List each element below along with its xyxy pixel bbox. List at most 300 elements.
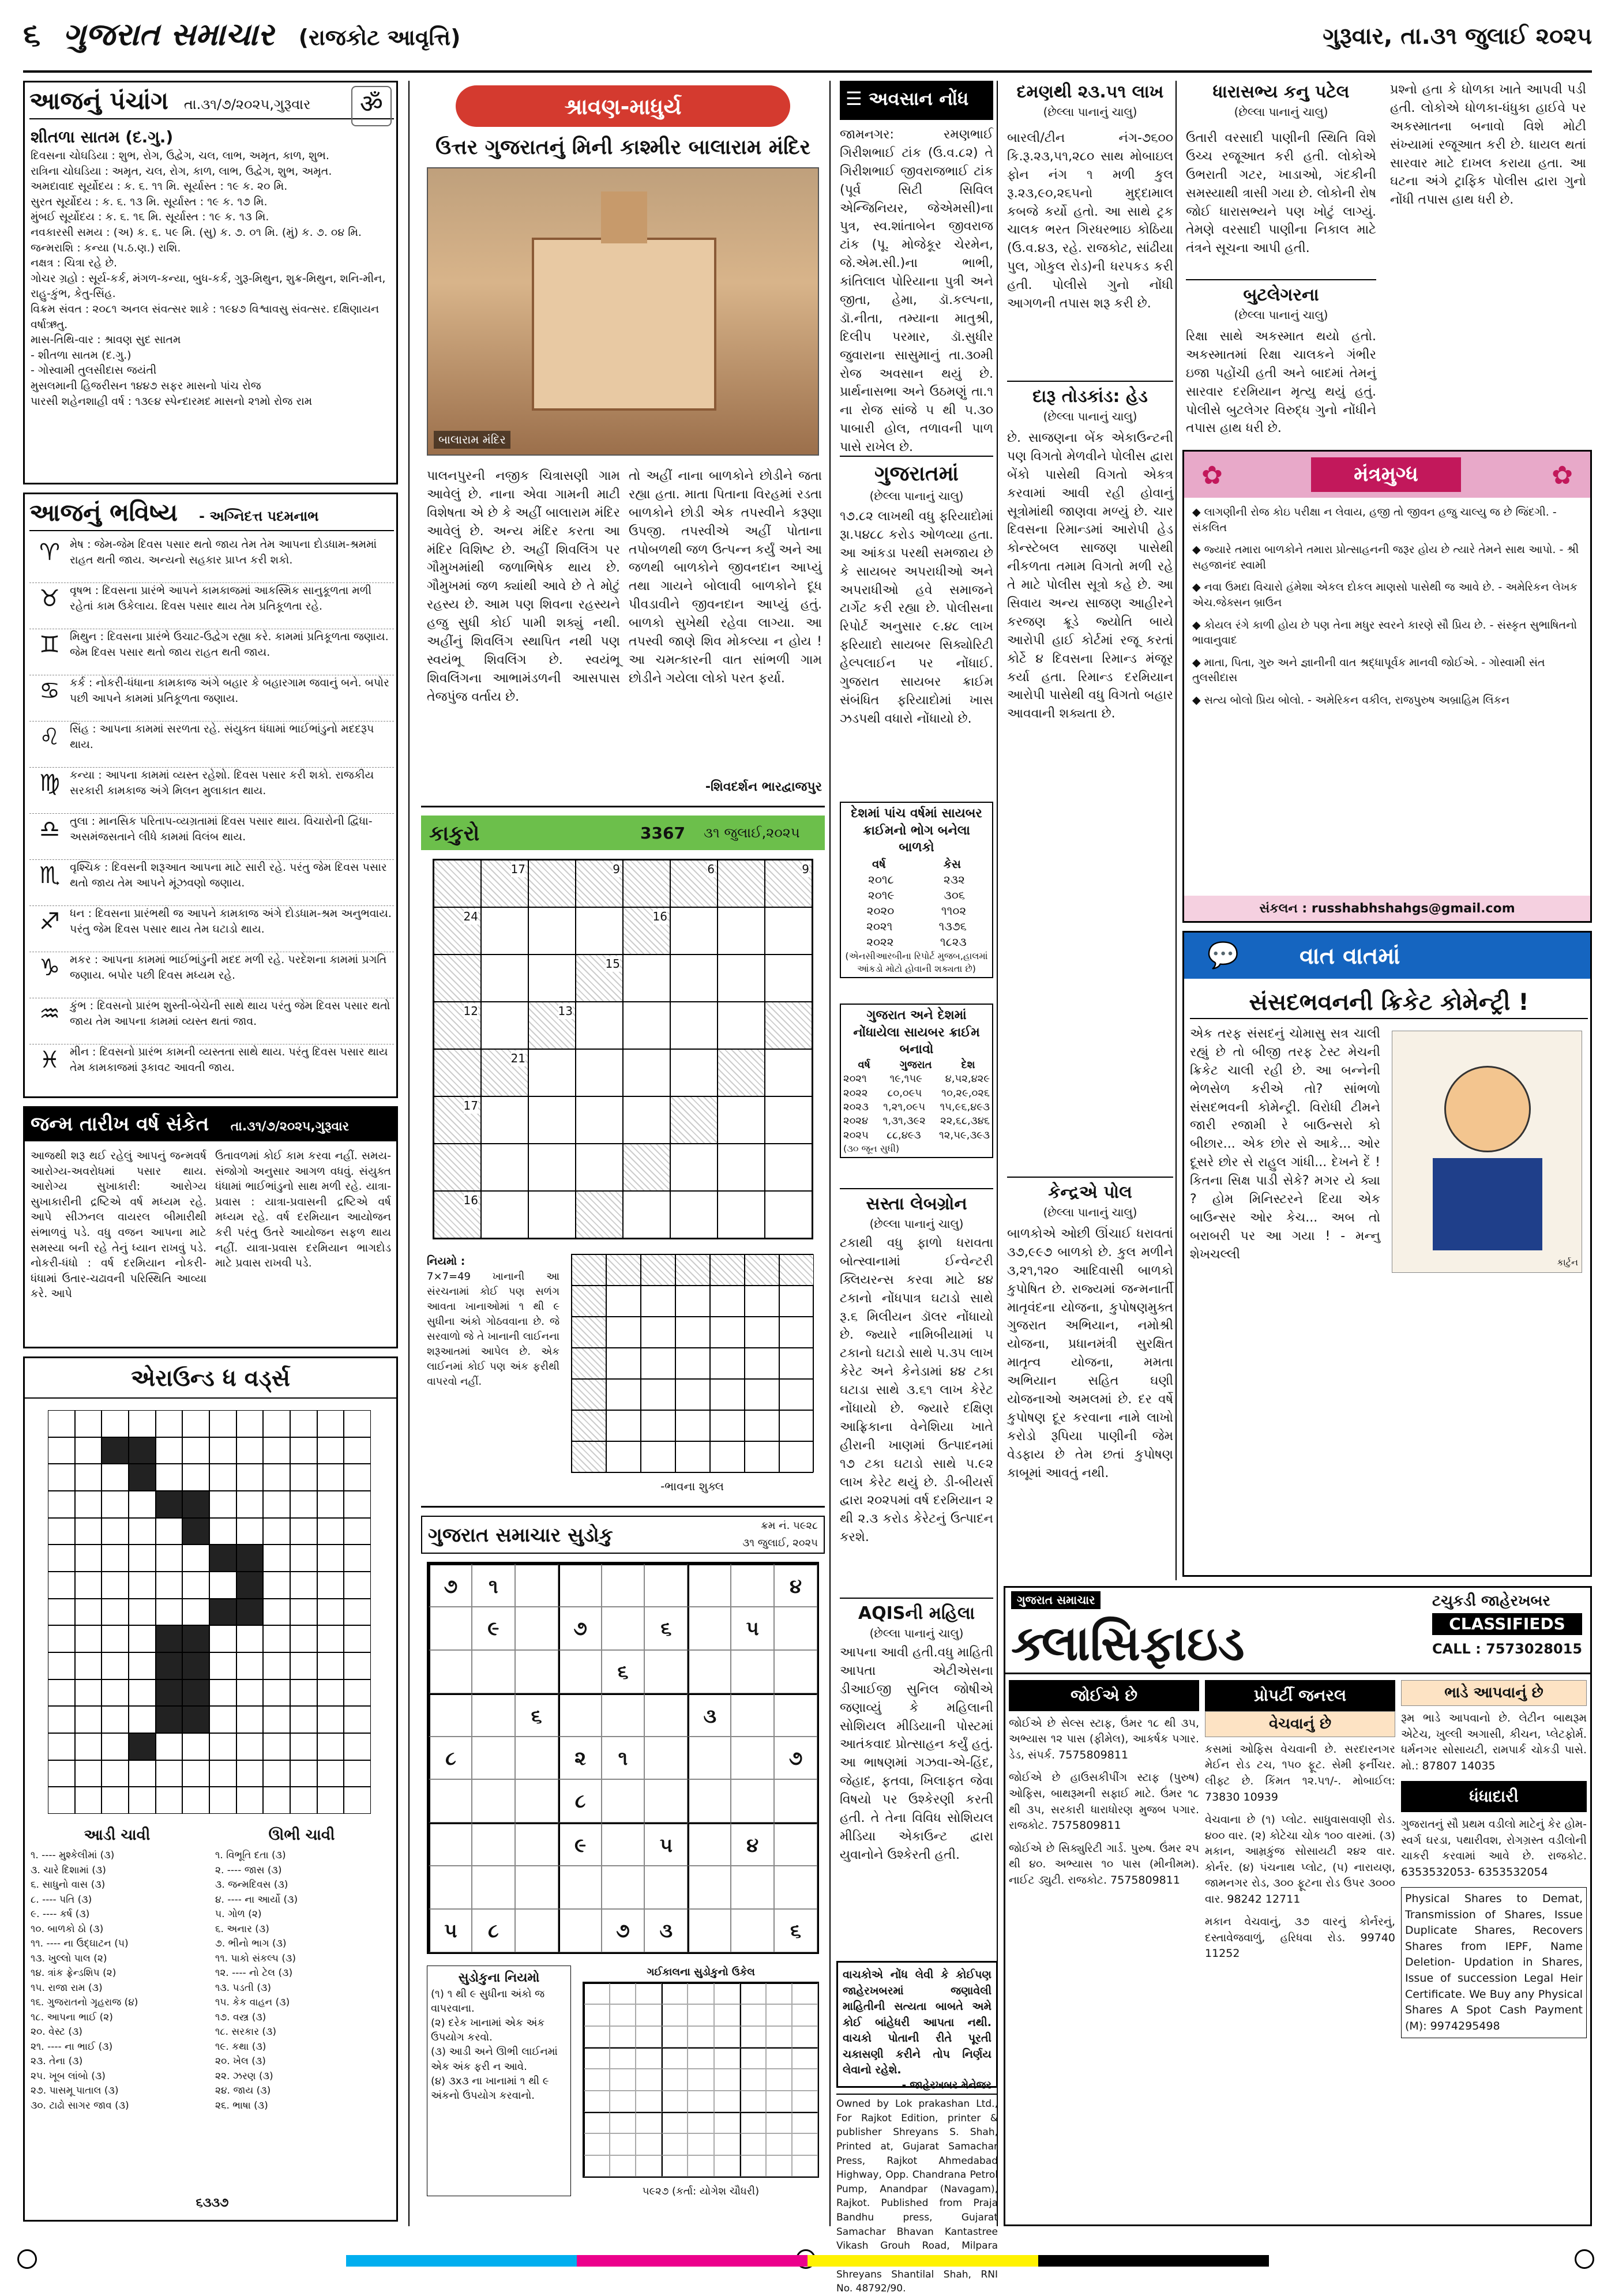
wordsearch-cell[interactable]: [102, 1625, 129, 1652]
sudoku-cell[interactable]: [644, 1650, 688, 1693]
wordsearch-cell[interactable]: [75, 1518, 102, 1545]
wordsearch-cell[interactable]: [209, 1518, 236, 1545]
wordsearch-cell[interactable]: [344, 1625, 371, 1652]
sudoku-cell[interactable]: [515, 1650, 558, 1693]
wordsearch-cell[interactable]: [102, 1464, 129, 1491]
wordsearch-cell[interactable]: [182, 1545, 209, 1572]
wordsearch-cell[interactable]: [290, 1410, 317, 1437]
sudoku-cell[interactable]: [688, 1779, 731, 1822]
wordsearch-cell[interactable]: [156, 1572, 183, 1599]
wordsearch-cell[interactable]: [182, 1599, 209, 1626]
kakuro-cell[interactable]: [670, 1049, 718, 1096]
kakuro-title: કાકુરો: [429, 822, 480, 846]
sudoku-cell[interactable]: [515, 1866, 558, 1909]
wordsearch-cell[interactable]: [102, 1652, 129, 1679]
wordsearch-cell[interactable]: [129, 1625, 156, 1652]
wordsearch-cell[interactable]: [156, 1545, 183, 1572]
wordsearch-cell[interactable]: [290, 1518, 317, 1545]
sudoku-cell[interactable]: [688, 1866, 731, 1909]
wordsearch-cell: [209, 1599, 236, 1626]
sudoku-cell[interactable]: [774, 1779, 817, 1822]
wordsearch-cell[interactable]: [344, 1545, 371, 1572]
wordsearch-cell[interactable]: [236, 1760, 264, 1787]
wordsearch-cell[interactable]: [102, 1545, 129, 1572]
wordsearch-cell[interactable]: [75, 1733, 102, 1760]
kakuro-cell[interactable]: [623, 955, 670, 1002]
rashi-text: ધન : દિવસના પ્રારંભથી જ આપને કામકાજ અંગે દોડધામ-શ્રમ અનુભવાય. પરંતુ જેમ દિવસ પસાર થાય તેમ ઘટાડો થાય.: [70, 907, 392, 935]
wordsearch-cell[interactable]: [344, 1410, 371, 1437]
kakuro-cell[interactable]: [576, 1144, 623, 1191]
kakuro-cell[interactable]: [528, 955, 576, 1002]
wordsearch-cell[interactable]: [129, 1679, 156, 1707]
wordsearch-cell[interactable]: [290, 1464, 317, 1491]
wordsearch-cell[interactable]: [129, 1518, 156, 1545]
wordsearch-grid[interactable]: [48, 1410, 371, 1814]
wordsearch-cell[interactable]: [209, 1572, 236, 1599]
sudoku-cell[interactable]: [602, 1693, 645, 1737]
kakuro-cell[interactable]: [765, 1049, 812, 1096]
wordsearch-cell[interactable]: [344, 1760, 371, 1787]
wordsearch-cell[interactable]: [75, 1787, 102, 1814]
kakuro-cell[interactable]: [623, 1002, 670, 1049]
kakuro-cell[interactable]: [528, 1144, 576, 1191]
wordsearch-cell[interactable]: [290, 1706, 317, 1733]
sudoku-cell[interactable]: [688, 1607, 731, 1650]
wordsearch-cell[interactable]: [344, 1787, 371, 1814]
mantra-quote: ◆ સત્ય બોલો પ્રિય બોલો. - અમેરિકન વકીલ, રાજપુરુષ અબ્રાહિમ લિંકન: [1192, 693, 1510, 707]
prev-solution-cell: [662, 2047, 688, 2069]
prev-solution-cell: [766, 2091, 792, 2112]
wordsearch-cell[interactable]: [236, 1652, 264, 1679]
kakuro-cell[interactable]: [718, 1002, 765, 1049]
wordsearch-cell[interactable]: [102, 1518, 129, 1545]
wordsearch-cell[interactable]: [102, 1733, 129, 1760]
wordsearch-cell[interactable]: [102, 1760, 129, 1787]
sudoku-cell[interactable]: [731, 1693, 774, 1737]
wordsearch-cell[interactable]: [156, 1760, 183, 1787]
wordsearch-cell[interactable]: [236, 1518, 264, 1545]
wordsearch-cell[interactable]: [209, 1625, 236, 1652]
kakuro-example-cell: [745, 1317, 779, 1348]
sudoku-cell[interactable]: [602, 1607, 645, 1650]
sudoku-cell[interactable]: [731, 1909, 774, 1952]
kakuro-cell[interactable]: [528, 1096, 576, 1144]
wordsearch-cell[interactable]: [102, 1572, 129, 1599]
wordsearch-cell[interactable]: [236, 1706, 264, 1733]
wordsearch-cell[interactable]: [236, 1464, 264, 1491]
sudoku-cell[interactable]: [515, 1737, 558, 1780]
wordsearch-cell[interactable]: [48, 1572, 75, 1599]
prev-solution-cell: [740, 2047, 766, 2069]
wordsearch-cell[interactable]: [129, 1572, 156, 1599]
wordsearch-cell[interactable]: [263, 1491, 290, 1518]
prev-solution-cell: [662, 2112, 688, 2133]
prev-solution-cell: [740, 2155, 766, 2177]
kakuro-cell[interactable]: [765, 1096, 812, 1144]
wordsearch-cell[interactable]: [75, 1437, 102, 1464]
kakuro-cell[interactable]: [718, 1191, 765, 1238]
wordsearch-cell[interactable]: [102, 1491, 129, 1518]
kakuro-cell[interactable]: [765, 907, 812, 955]
sudoku-cell[interactable]: [515, 1909, 558, 1952]
wordsearch-cell[interactable]: [48, 1733, 75, 1760]
sudoku-cell[interactable]: [558, 1866, 602, 1909]
wordsearch-cell[interactable]: [48, 1625, 75, 1652]
wordsearch-cell[interactable]: [102, 1679, 129, 1707]
kakuro-cell[interactable]: [481, 1191, 528, 1238]
wordsearch-cell[interactable]: [156, 1733, 183, 1760]
sudoku-cell: ૯: [472, 1607, 515, 1650]
wordsearch-cell[interactable]: [344, 1733, 371, 1760]
wordsearch-cell[interactable]: [344, 1572, 371, 1599]
wordsearch-cell[interactable]: [75, 1679, 102, 1707]
sudoku-cell[interactable]: [774, 1607, 817, 1650]
wordsearch-cell[interactable]: [317, 1464, 344, 1491]
wordsearch-cell[interactable]: [48, 1787, 75, 1814]
sudoku-cell[interactable]: [731, 1564, 774, 1607]
wordsearch-cell[interactable]: [344, 1491, 371, 1518]
kakuro-example-cell: [606, 1410, 641, 1441]
wordsearch-cell[interactable]: [209, 1464, 236, 1491]
wordsearch-cell[interactable]: [317, 1599, 344, 1626]
wordsearch-cell[interactable]: [129, 1706, 156, 1733]
wordsearch-cell[interactable]: [317, 1518, 344, 1545]
wordsearch-cell[interactable]: [317, 1491, 344, 1518]
wordsearch-cell[interactable]: [156, 1437, 183, 1464]
sudoku-cell[interactable]: [602, 1779, 645, 1822]
sudoku-cell[interactable]: [688, 1737, 731, 1780]
notice-sign: - જાહેરખબર મેનેજર: [902, 2079, 991, 2091]
wordsearch-cell[interactable]: [48, 1706, 75, 1733]
wordsearch-cell[interactable]: [263, 1599, 290, 1626]
wordsearch-cell[interactable]: [290, 1652, 317, 1679]
wordsearch-cell[interactable]: [209, 1760, 236, 1787]
kakuro-cell[interactable]: [623, 1191, 670, 1238]
wordsearch-cell[interactable]: [236, 1410, 264, 1437]
wordsearch-cell[interactable]: [129, 1787, 156, 1814]
sudoku-cell[interactable]: [472, 1693, 515, 1737]
wordsearch-cell[interactable]: [209, 1733, 236, 1760]
masthead-date: ગુરૂવાર, તા.૩૧ જુલાઈ ૨૦૨૫: [1323, 23, 1592, 50]
sudoku-cell[interactable]: [472, 1650, 515, 1693]
wordsearch-cell[interactable]: [236, 1437, 264, 1464]
wordsearch-cell[interactable]: [48, 1679, 75, 1707]
sudoku-grid[interactable]: [427, 1562, 819, 1954]
sudoku-cell[interactable]: [688, 1564, 731, 1607]
kakuro-cell[interactable]: [765, 1191, 812, 1238]
sudoku-cell[interactable]: [602, 1866, 645, 1909]
wordsearch-cell[interactable]: [129, 1491, 156, 1518]
sudoku-cell[interactable]: [774, 1650, 817, 1693]
wordsearch-cell[interactable]: [236, 1491, 264, 1518]
sudoku-cell[interactable]: [472, 1866, 515, 1909]
kakuro-cell[interactable]: [670, 1144, 718, 1191]
sudoku-cell[interactable]: [688, 1650, 731, 1693]
kakuro-clue-cell: [434, 1049, 481, 1096]
sudoku-rule: (૪) ૩x૩ ના ખાનામાં ૧ થી ૯ અંકનો ઉપયોગ કરવાનો.: [431, 2075, 549, 2102]
wordsearch-cell[interactable]: [317, 1410, 344, 1437]
kakuro-cell[interactable]: [765, 955, 812, 1002]
wordsearch-cell[interactable]: [236, 1679, 264, 1707]
wordsearch-cell[interactable]: [75, 1706, 102, 1733]
kakuro-cell[interactable]: [670, 1191, 718, 1238]
wordsearch-cell[interactable]: [48, 1652, 75, 1679]
wordsearch-cell[interactable]: [156, 1410, 183, 1437]
sudoku-cell[interactable]: [558, 1650, 602, 1693]
sudoku-cell[interactable]: [429, 1822, 472, 1866]
sudoku-cell[interactable]: [558, 1693, 602, 1737]
wordsearch-cell[interactable]: [102, 1706, 129, 1733]
sudoku-cell[interactable]: [731, 1650, 774, 1693]
wordsearch-cell[interactable]: [182, 1787, 209, 1814]
sudoku-cell[interactable]: [774, 1866, 817, 1909]
wordsearch-cell[interactable]: [48, 1491, 75, 1518]
classifieds-call[interactable]: CALL : 7573028015: [1432, 1641, 1583, 1657]
wordsearch-cell[interactable]: [156, 1787, 183, 1814]
wordsearch-cell[interactable]: [344, 1518, 371, 1545]
wordsearch-cell[interactable]: [129, 1599, 156, 1626]
wordsearch-cell[interactable]: [263, 1733, 290, 1760]
wordsearch-cell[interactable]: [48, 1518, 75, 1545]
wordsearch-cell[interactable]: [263, 1572, 290, 1599]
sudoku-cell[interactable]: [429, 1607, 472, 1650]
wordsearch-cell[interactable]: [290, 1545, 317, 1572]
wordsearch-cell[interactable]: [75, 1464, 102, 1491]
wordsearch-cell[interactable]: [156, 1599, 183, 1626]
wordsearch-cell[interactable]: [236, 1733, 264, 1760]
wordsearch-cell[interactable]: [317, 1706, 344, 1733]
sudoku-cell[interactable]: [731, 1866, 774, 1909]
sudoku-cell[interactable]: [515, 1564, 558, 1607]
kakuro-cell[interactable]: [481, 907, 528, 955]
wordsearch-cell[interactable]: [263, 1464, 290, 1491]
wordsearch-cell[interactable]: [236, 1625, 264, 1652]
sudoku-cell[interactable]: [774, 1822, 817, 1866]
wordsearch-cell[interactable]: [75, 1545, 102, 1572]
wordsearch-cell[interactable]: [344, 1464, 371, 1491]
kakuro-cell[interactable]: [528, 1191, 576, 1238]
kakuro-cell[interactable]: [576, 1002, 623, 1049]
wordsearch-cell[interactable]: [129, 1545, 156, 1572]
sudoku-cell[interactable]: [602, 1564, 645, 1607]
wordsearch-cell[interactable]: [317, 1625, 344, 1652]
wordsearch-cell[interactable]: [129, 1760, 156, 1787]
wordsearch-cell[interactable]: [182, 1437, 209, 1464]
wordsearch-cell[interactable]: [317, 1572, 344, 1599]
cartoon-face: [1444, 1066, 1531, 1152]
sudoku-cell[interactable]: [515, 1779, 558, 1822]
wordsearch-cell[interactable]: [209, 1491, 236, 1518]
wordsearch-cell[interactable]: [263, 1760, 290, 1787]
kakuro-cell[interactable]: [718, 1096, 765, 1144]
sudoku-cell: ૬: [602, 1650, 645, 1693]
wordsearch-cell[interactable]: [75, 1599, 102, 1626]
wordsearch-cell[interactable]: [75, 1410, 102, 1437]
wordsearch-cell[interactable]: [236, 1787, 264, 1814]
wordsearch-cell[interactable]: [290, 1437, 317, 1464]
bhavishya-box: [23, 493, 398, 1098]
wordsearch-cell[interactable]: [317, 1437, 344, 1464]
kakuro-grid[interactable]: [433, 859, 813, 1239]
wordsearch-cell[interactable]: [182, 1733, 209, 1760]
sudoku-cell[interactable]: [731, 1779, 774, 1822]
wordsearch-cell[interactable]: [290, 1679, 317, 1707]
kakuro-cell[interactable]: [528, 907, 576, 955]
wordsearch-cell[interactable]: [290, 1625, 317, 1652]
wordsearch-cell[interactable]: [209, 1652, 236, 1679]
kakuro-example-cell: [606, 1379, 641, 1410]
vat-box: [1182, 931, 1592, 1577]
wordsearch-cell[interactable]: [75, 1625, 102, 1652]
c1-ad: જોઈએ છે સેલ્સ સ્ટાફ, ઉંમર ૧૮ થી ૩૫, અભ્યાસ ૧૨ પાસ (ફીમેલ), આકર્ષક પગાર. ડેડ, સંપર્ક. 7575809811: [1009, 1716, 1199, 1761]
wordsearch-cell[interactable]: [102, 1410, 129, 1437]
panchang-lines: [31, 148, 393, 409]
wordsearch-cell[interactable]: [129, 1410, 156, 1437]
daman-title: દમણથી ૨૩.૫૧ લાખ: [1016, 82, 1164, 102]
wordsearch-cell[interactable]: [102, 1599, 129, 1626]
wordsearch-cell[interactable]: [344, 1652, 371, 1679]
kakuro-cell[interactable]: [481, 1144, 528, 1191]
wordsearch-cell[interactable]: [156, 1464, 183, 1491]
wordsearch-cell[interactable]: [209, 1679, 236, 1707]
wordsearch-cell[interactable]: [263, 1706, 290, 1733]
wordsearch-cell[interactable]: [290, 1491, 317, 1518]
kakuro-example-cell: [745, 1379, 779, 1410]
kakuro-example-cell: [641, 1348, 675, 1379]
wordsearch-cell[interactable]: [290, 1733, 317, 1760]
cases2-cell: ૨૦૨૫: [843, 1129, 869, 1141]
wordsearch-cell[interactable]: [75, 1491, 102, 1518]
wordsearch-cell[interactable]: [344, 1679, 371, 1707]
wordsearch-cell[interactable]: [48, 1760, 75, 1787]
wordsearch-cell[interactable]: [344, 1437, 371, 1464]
wordsearch-cell[interactable]: [317, 1652, 344, 1679]
wordsearch-cell[interactable]: [182, 1760, 209, 1787]
sudoku-cell[interactable]: [644, 1693, 688, 1737]
gujarat-title: ગુજરાતમાં: [874, 462, 959, 486]
sudoku-cell[interactable]: [429, 1779, 472, 1822]
kakuro-example-cell: [710, 1410, 745, 1441]
wordsearch-cell[interactable]: [317, 1733, 344, 1760]
cases2-row: [843, 1100, 990, 1114]
wordsearch-cell[interactable]: [48, 1545, 75, 1572]
wordsearch-cell[interactable]: [317, 1787, 344, 1814]
wordsearch-cell[interactable]: [102, 1787, 129, 1814]
wordsearch-cell[interactable]: [344, 1599, 371, 1626]
kakuro-cell[interactable]: [670, 955, 718, 1002]
wordsearch-cell[interactable]: [263, 1410, 290, 1437]
wordsearch-cell[interactable]: [263, 1679, 290, 1707]
kakuro-cell[interactable]: [718, 1144, 765, 1191]
sudoku-cell[interactable]: [472, 1779, 515, 1822]
sudoku-cell[interactable]: [515, 1822, 558, 1866]
wordsearch-cell[interactable]: [48, 1437, 75, 1464]
kakuro-cell[interactable]: [576, 1049, 623, 1096]
sudoku-cell[interactable]: [644, 1737, 688, 1780]
kakuro-cell[interactable]: [481, 955, 528, 1002]
kakuro-cell[interactable]: [576, 907, 623, 955]
sudoku-cell[interactable]: [558, 1564, 602, 1607]
wordsearch-cell[interactable]: [317, 1545, 344, 1572]
sudoku-cell: ૬: [515, 1693, 558, 1737]
wordsearch-cell[interactable]: [75, 1760, 102, 1787]
wordsearch-cell[interactable]: [263, 1518, 290, 1545]
sudoku-cell[interactable]: [644, 1866, 688, 1909]
wordsearch-cell[interactable]: [263, 1625, 290, 1652]
wordsearch-cell[interactable]: [317, 1760, 344, 1787]
sudoku-cell[interactable]: [429, 1693, 472, 1737]
kakuro-cell[interactable]: [670, 1002, 718, 1049]
sudoku-cell[interactable]: [688, 1909, 731, 1952]
wordsearch-cell[interactable]: [290, 1599, 317, 1626]
wordsearch-cell[interactable]: [129, 1652, 156, 1679]
kakuro-cell[interactable]: [623, 1096, 670, 1144]
sudoku-cell[interactable]: [472, 1822, 515, 1866]
wordsearch-title: એરાઉન્ડ ધ વર્ડ્સ: [25, 1358, 396, 1399]
wordsearch-cell[interactable]: [290, 1572, 317, 1599]
sudoku-cell[interactable]: [644, 1779, 688, 1822]
kakuro-cell[interactable]: [765, 1144, 812, 1191]
wordsearch-cell[interactable]: [317, 1679, 344, 1707]
sudoku-cell[interactable]: [644, 1564, 688, 1607]
sudoku-cell[interactable]: [429, 1650, 472, 1693]
kakuro-cell[interactable]: [623, 1049, 670, 1096]
wordsearch-cell[interactable]: [48, 1410, 75, 1437]
kakuro-cell[interactable]: [670, 907, 718, 955]
across-clue: ૨૩. તેના (૩): [31, 2055, 83, 2067]
kakuro-cell[interactable]: [481, 1096, 528, 1144]
wordsearch-cell[interactable]: [263, 1545, 290, 1572]
sudoku-cell[interactable]: [688, 1822, 731, 1866]
wordsearch-cell[interactable]: [182, 1572, 209, 1599]
wordsearch-cell[interactable]: [290, 1760, 317, 1787]
sudoku-cell[interactable]: [558, 1909, 602, 1952]
sudoku-cell[interactable]: [774, 1693, 817, 1737]
kakuro-cell[interactable]: [481, 1002, 528, 1049]
wordsearch-cell[interactable]: [209, 1787, 236, 1814]
wordsearch-cell[interactable]: [75, 1572, 102, 1599]
wordsearch-cell[interactable]: [182, 1464, 209, 1491]
kakuro-clue-cell: [670, 860, 718, 907]
kakuro-cell[interactable]: [576, 1096, 623, 1144]
wordsearch-cell[interactable]: [48, 1464, 75, 1491]
wordsearch-cell[interactable]: [263, 1437, 290, 1464]
wordsearch-cell[interactable]: [209, 1410, 236, 1437]
wordsearch-cell[interactable]: [156, 1518, 183, 1545]
wordsearch-cell[interactable]: [263, 1652, 290, 1679]
wordsearch-cell[interactable]: [209, 1706, 236, 1733]
kakuro-cell[interactable]: [718, 955, 765, 1002]
sudoku-cell[interactable]: [602, 1822, 645, 1866]
wordsearch-cell[interactable]: [75, 1652, 102, 1679]
wordsearch-cell[interactable]: [182, 1410, 209, 1437]
kakuro-cell[interactable]: [718, 907, 765, 955]
wordsearch-cell: [156, 1706, 183, 1733]
panchang-title: આજનું પંચાંગ: [29, 87, 168, 115]
sudoku-cell[interactable]: [472, 1737, 515, 1780]
wordsearch-cell[interactable]: [263, 1787, 290, 1814]
wordsearch-cell[interactable]: [209, 1437, 236, 1464]
sudoku-cell[interactable]: [515, 1607, 558, 1650]
wordsearch-cell[interactable]: [48, 1599, 75, 1626]
prev-solution-cell: [610, 2004, 636, 2026]
kakuro-clue-number: 9: [613, 862, 620, 876]
kakuro-cell[interactable]: [528, 1049, 576, 1096]
wordsearch-cell[interactable]: [344, 1706, 371, 1733]
sudoku-cell[interactable]: [731, 1737, 774, 1780]
wordsearch-cell[interactable]: [290, 1787, 317, 1814]
sudoku-cell[interactable]: [429, 1866, 472, 1909]
